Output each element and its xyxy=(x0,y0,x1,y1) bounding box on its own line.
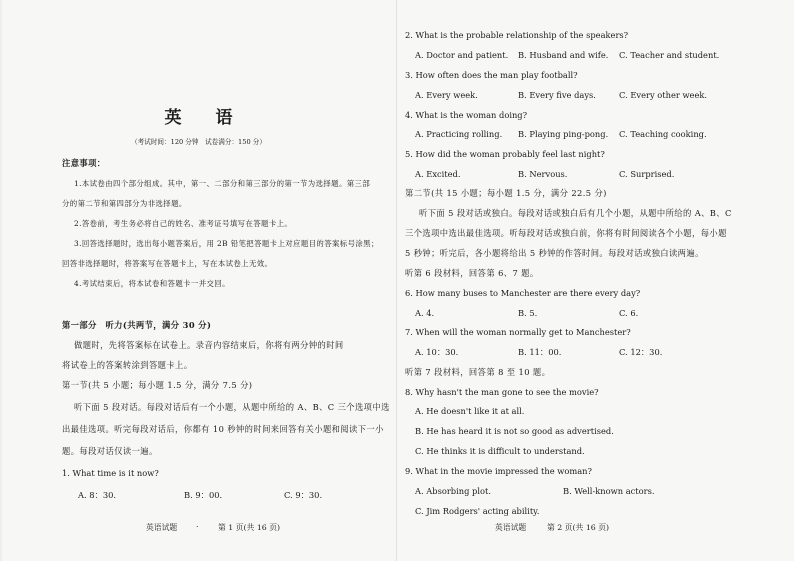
question-4: 4. What is the woman doing? xyxy=(405,110,528,120)
q3-option-b: B. Every five days. xyxy=(518,90,596,100)
q7-option-b: B. 11：00. xyxy=(518,347,562,357)
notice-line: 1.本试卷由四个部分组成。其中，第一、二部分和第三部分的第一节为选择题。第三部 xyxy=(74,179,371,188)
q7-option-c: C. 12：30. xyxy=(619,347,663,357)
section2-intro-line: 三个选项中选出最佳选项。听每段对话或独白前，你将有时间阅读各个小题，每小题 xyxy=(405,228,727,238)
q8-option-b: B. He has heard it is not so good as advertised. xyxy=(415,426,614,436)
part1-intro-line: 做题时，先将答案标在试卷上。录音内容结束后，你将有两分钟的时间 xyxy=(74,340,344,350)
footer-exam-name: 英语试题 xyxy=(495,523,527,532)
notice-line: 回答非选择题时，将答案写在答题卡上，写在本试卷上无效。 xyxy=(62,259,273,268)
section2-heading: 第二节(共 15 小题；每小题 1.5 分，满分 22.5 分) xyxy=(405,188,607,198)
material-7-heading: 听第 7 段材料，回答第 8 至 10 题。 xyxy=(405,367,551,377)
q2-option-b: B. Husband and wife. xyxy=(518,50,609,60)
q1-option-a: A. 8：30. xyxy=(78,490,117,500)
q5-option-c: C. Surprised. xyxy=(619,169,675,179)
q8-option-c: C. He thinks it is difficult to understand. xyxy=(415,446,585,456)
footer-mark: · xyxy=(196,522,199,531)
question-1: 1. What time is it now? xyxy=(62,468,159,478)
q6-option-b: B. 5. xyxy=(518,308,538,318)
notice-line: 2.答卷前，考生务必将自己的姓名、准考证号填写在答题卡上。 xyxy=(74,219,293,228)
q2-option-c: C. Teacher and student. xyxy=(619,50,720,60)
page-right xyxy=(397,0,794,561)
question-5: 5. How did the woman probably feel last night? xyxy=(405,149,605,159)
question-7: 7. When will the woman normally get to Manchester? xyxy=(405,327,631,337)
q3-option-c: C. Every other week. xyxy=(619,90,708,100)
q9-option-a: A. Absorbing plot. xyxy=(415,486,491,496)
q6-option-a: A. 4. xyxy=(415,308,435,318)
q1-option-c: C. 9：30. xyxy=(284,490,323,500)
q7-option-a: A. 10：30. xyxy=(415,347,459,357)
q5-option-a: A. Excited. xyxy=(415,169,461,179)
question-2: 2. What is the probable relationship of the speakers? xyxy=(405,30,629,40)
notice-line: 分的第二节和第四部分为非选择题。 xyxy=(62,199,187,208)
footer-page-number: 第 1 页(共 16 页) xyxy=(218,523,281,532)
question-6: 6. How many buses to Manchester are there every day? xyxy=(405,288,641,298)
q1-option-b: B. 9：00. xyxy=(184,490,223,500)
notice-heading: 注意事项： xyxy=(62,158,106,168)
notice-line: 3.回答选择题时，选出每小题答案后，用 2B 铅笔把答题卡上对应题目的答案标号涂黑； xyxy=(74,239,379,248)
question-3: 3. How often does the man play football? xyxy=(405,70,578,80)
section1-intro-line: 出最佳选项。听完每段对话后，你都有 10 秒钟的时间来回答有关小题和阅读下一小 xyxy=(62,424,384,434)
material-6-heading: 听第 6 段材料，回答第 6、7 题。 xyxy=(405,268,539,278)
footer-page-number: 第 2 页(共 16 页) xyxy=(547,523,610,532)
section1-intro-line: 听下面 5 段对话。每段对话后有一个小题，从题中所给的 A、B、C 三个选项中选 xyxy=(74,402,390,412)
section2-intro-line: 听下面 5 段对话或独白。每段对话或独白后有几个小题，从题中所给的 A、B、C xyxy=(419,208,732,218)
q4-option-b: B. Playing ping-pong. xyxy=(518,129,609,139)
section1-heading: 第一节(共 5 小题；每小题 1.5 分，满分 7.5 分) xyxy=(62,380,253,390)
section1-intro-line: 题。每段对话仅读一遍。 xyxy=(62,446,158,456)
q9-option-c: C. Jim Rodgers' acting ability. xyxy=(415,506,540,516)
part1-heading: 第一部分 听力(共两节，满分 30 分) xyxy=(62,320,212,330)
q6-option-c: C. 6. xyxy=(619,308,639,318)
q9-option-b: B. Well-known actors. xyxy=(563,486,655,496)
exam-meta: （考试时间：120 分钟 试卷满分：150 分） xyxy=(131,138,266,146)
question-8: 8. Why hasn't the man gone to see the movie? xyxy=(405,387,599,397)
q4-option-a: A. Practicing rolling. xyxy=(415,129,503,139)
footer-exam-name: 英语试题 xyxy=(146,523,178,532)
q5-option-b: B. Nervous. xyxy=(518,169,568,179)
section2-intro-line: 5 秒钟；听完后，各小题将给出 5 秒钟的作答时间。每段对话或独白读两遍。 xyxy=(405,248,704,258)
q2-option-a: A. Doctor and patient. xyxy=(415,50,509,60)
q8-option-a: A. He doesn't like it at all. xyxy=(415,406,525,416)
exam-title: 英 语 xyxy=(164,108,247,128)
q4-option-c: C. Teaching cooking. xyxy=(619,129,707,139)
q3-option-a: A. Every week. xyxy=(415,90,478,100)
notice-line: 4.考试结束后，将本试卷和答题卡一并交回。 xyxy=(74,279,230,288)
question-9: 9. What in the movie impressed the woman? xyxy=(405,466,592,476)
part1-intro-line: 将试卷上的答案转涂到答题卡上。 xyxy=(62,360,193,370)
